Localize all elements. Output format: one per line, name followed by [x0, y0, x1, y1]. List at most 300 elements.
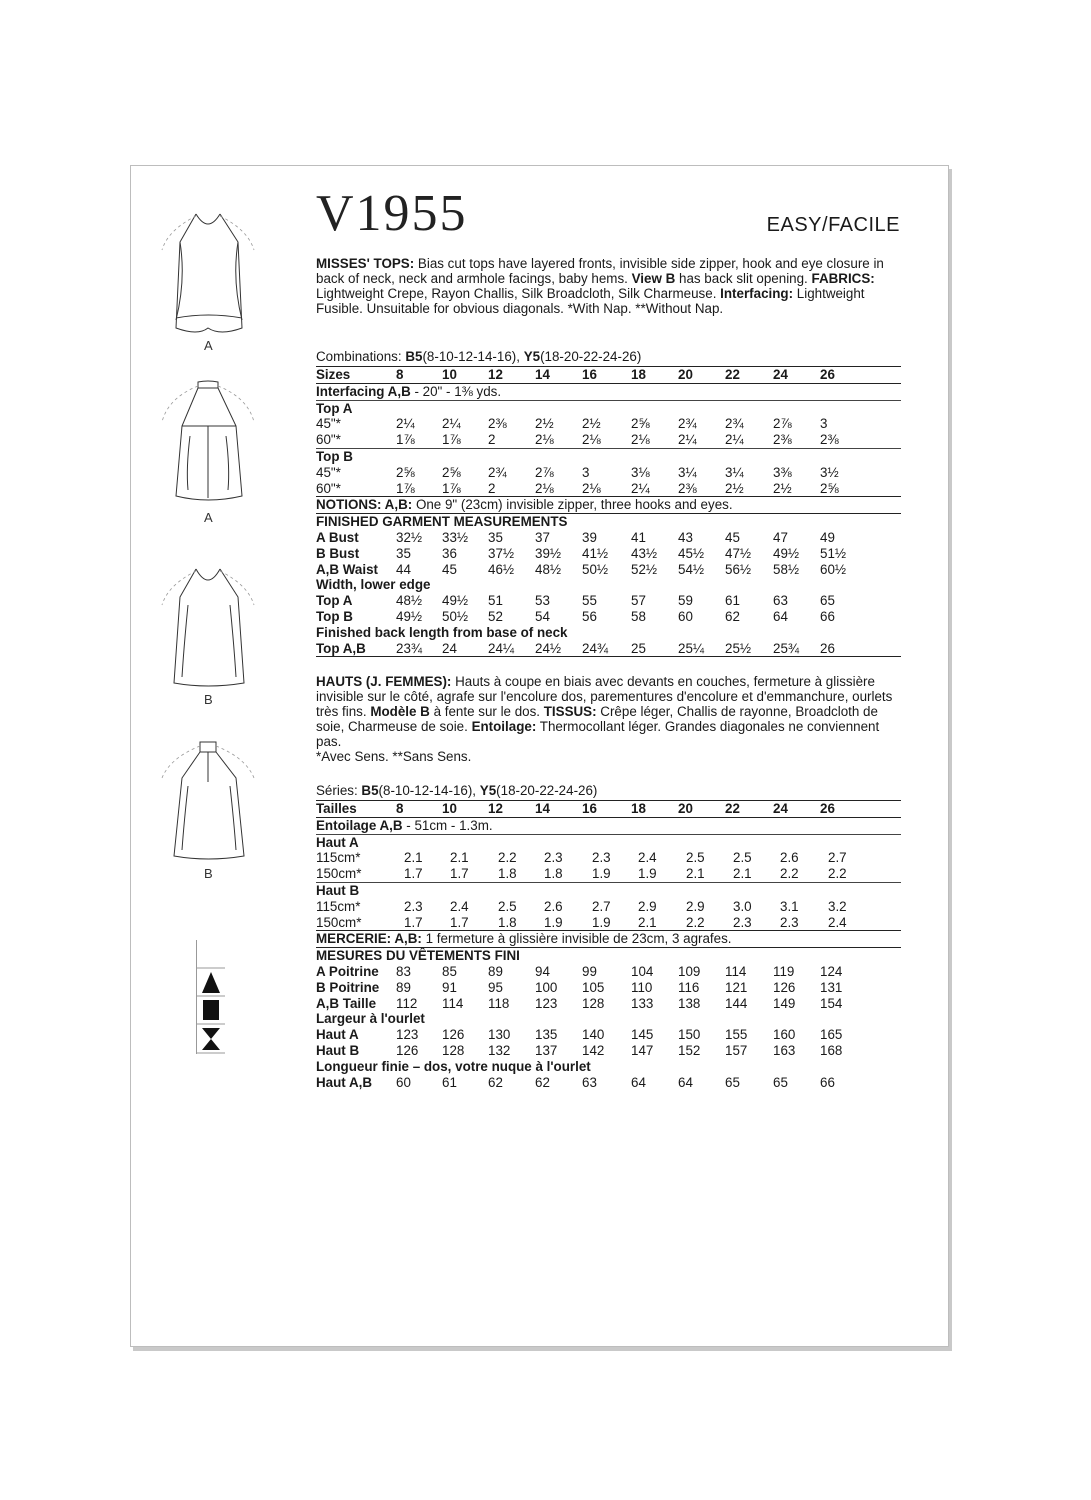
table-cell: 62: [535, 1074, 550, 1090]
table-cell: 60: [396, 1074, 411, 1090]
row-label-value: 1 fermeture à glissière invisible de 23cm, 3 agrafes.: [421, 931, 732, 947]
table-cell: 1⅞: [396, 480, 415, 496]
row-label: Finished back length from base of neck: [316, 624, 568, 640]
table-cell: 114: [442, 995, 464, 1011]
table-cell: 128: [442, 1042, 465, 1058]
table-cell: 62: [488, 1074, 503, 1090]
table-cell: 138: [678, 995, 701, 1011]
table-cell: 152: [678, 1042, 701, 1058]
measurement-row: [316, 546, 901, 562]
table-cell: 55: [582, 593, 597, 609]
table-cell: 1.9: [638, 866, 657, 882]
table-cell: 2.1: [638, 914, 657, 930]
table-cell: 56½: [725, 561, 752, 577]
table-cell: 48½: [535, 561, 562, 577]
row-label: Haut A,B: [316, 1074, 373, 1090]
sizes-header-row: [316, 800, 901, 817]
measurement-row: [316, 980, 901, 996]
row-label-value: - 51cm - 1.3m.: [402, 817, 493, 833]
table-cell: 131: [820, 979, 843, 995]
difficulty-label: EASY/FACILE: [766, 214, 900, 236]
table-cell: 147: [631, 1042, 654, 1058]
table-cell: 91: [442, 979, 457, 995]
table-cell: 3¼: [678, 464, 697, 480]
table-cell: 41½: [582, 545, 609, 561]
view-label: A: [204, 510, 213, 525]
table-cell: 47: [773, 529, 788, 545]
table-cell: 1⅞: [442, 432, 461, 448]
table-cell: 2¾: [488, 464, 507, 480]
table-cell: 10: [442, 801, 457, 816]
table-cell: 61: [442, 1074, 457, 1090]
table-cell: 16: [582, 367, 597, 382]
table-cell: 43: [678, 529, 693, 545]
table-cell: 126: [773, 979, 796, 995]
row-label: Width, lower edge: [316, 577, 431, 593]
table-cell: 1.7: [450, 866, 469, 882]
table-cell: 26: [820, 640, 835, 656]
view-b-front-sketch: [158, 565, 258, 690]
row-label: B Poitrine: [316, 979, 380, 995]
table-cell: 1.9: [544, 914, 563, 930]
table-cell: 132: [488, 1042, 511, 1058]
top-a-heading: [316, 834, 901, 851]
table-cell: 2⅜: [488, 416, 507, 432]
table-cell: 155: [725, 1027, 748, 1043]
table-cell: 128: [582, 995, 605, 1011]
row-label: 115cm*: [316, 850, 361, 866]
table-cell: 20: [678, 367, 693, 382]
measurement-row: [316, 996, 901, 1012]
table-cell: 3½: [820, 464, 839, 480]
table-cell: 16: [582, 801, 597, 816]
table-cell: 33½: [442, 529, 469, 545]
row-label: A,B Taille: [316, 995, 377, 1011]
row-label: A,B Waist: [316, 561, 378, 577]
table-cell: 2¼: [631, 480, 650, 496]
table-cell: 12: [488, 367, 503, 382]
table-cell: 150: [678, 1027, 701, 1043]
table-cell: 149: [773, 995, 796, 1011]
table-cell: 100: [535, 979, 558, 995]
table-cell: 2⅝: [631, 416, 650, 432]
row-label: 60"*: [316, 432, 341, 448]
row-label: A Bust: [316, 529, 359, 545]
table-cell: 2: [488, 432, 496, 448]
table-cell: 2½: [773, 480, 792, 496]
table-cell: 2¼: [442, 416, 461, 432]
table-cell: 1.9: [592, 914, 611, 930]
table-cell: 8: [396, 367, 404, 382]
row-label: Top A: [316, 593, 353, 609]
table-cell: 66: [820, 1074, 835, 1090]
table-cell: 110: [631, 979, 653, 995]
table-cell: 64: [631, 1074, 646, 1090]
top-b-heading: [316, 448, 901, 465]
table-cell: 14: [535, 367, 550, 382]
table-cell: 12: [488, 801, 503, 816]
table-cell: 2.1: [404, 850, 423, 866]
table-cell: 65: [773, 1074, 788, 1090]
table-cell: 3.1: [780, 898, 799, 914]
sizes-header-row: [316, 366, 901, 383]
description-en: MISSES' TOPS: Bias cut tops have layered fronts, invisible side zipper, hook and eye closure in back of neck, neck and armhole facings, baby hems. View B has back slit opening. FABRICS: Lightweight Crepe, Rayon Challis, Silk Broadcloth, Silk Charmeuse. Interfacing: Lightweight Fusible. Unsuitable for obvious diagonals. *With Nap. **Without Nap.: [316, 256, 884, 316]
table-cell: 25: [631, 640, 646, 656]
table-cell: 54: [535, 608, 550, 624]
table-cell: 66: [820, 608, 835, 624]
row-label: NOTIONS: A,B: One 9" (23cm) invisible zipper, three hooks and eyes.: [316, 497, 733, 513]
table-cell: 85: [442, 963, 457, 979]
table-cell: 44: [396, 561, 411, 577]
table-cell: 2.7: [828, 850, 847, 866]
table-cell: 64: [773, 608, 788, 624]
table-cell: 63: [582, 1074, 597, 1090]
row-label: 60"*: [316, 480, 341, 496]
table-cell: 26: [820, 801, 835, 816]
hourglass-icon: [202, 1028, 220, 1050]
table-cell: 2½: [535, 416, 554, 432]
table-cell: 160: [773, 1027, 796, 1043]
table-cell: 65: [725, 1074, 740, 1090]
row-label: Haut A: [316, 834, 359, 850]
table-cell: 116: [678, 979, 700, 995]
yardage-row: [316, 416, 901, 432]
table-cell: 64: [678, 1074, 693, 1090]
table-cell: 124: [820, 963, 843, 979]
table-cell: 1.7: [404, 914, 423, 930]
table-cell: 99: [582, 963, 597, 979]
table-cell: 119: [773, 963, 795, 979]
row-label: Haut B: [316, 882, 360, 898]
measurement-row: [316, 562, 901, 578]
table-cell: 49½: [773, 545, 800, 561]
table-cell: 20: [678, 801, 693, 816]
table-cell: 2.3: [404, 898, 423, 914]
table-cell: 3: [820, 416, 828, 432]
table-cell: 45: [442, 561, 457, 577]
table-cell: 2.1: [733, 866, 752, 882]
table-cell: 1.7: [450, 914, 469, 930]
table-cell: 24: [773, 801, 788, 816]
table-cell: 2¼: [725, 432, 744, 448]
table-cell: 52½: [631, 561, 658, 577]
width-heading: [316, 1011, 901, 1027]
row-label-value: - 20" - 1⅜ yds.: [410, 383, 502, 399]
table-cell: 53: [535, 593, 550, 609]
view-a-front-sketch: [158, 210, 258, 340]
row-label: Tailles: [316, 801, 357, 816]
table-cell: 61: [725, 593, 740, 609]
table-cell: 2: [488, 480, 496, 496]
table-cell: 1.7: [404, 866, 423, 882]
table-cell: 62: [725, 608, 740, 624]
notions-row: [316, 930, 901, 947]
table-cell: 1⅞: [442, 480, 461, 496]
table-cell: 14: [535, 801, 550, 816]
table-cell: 26: [820, 367, 835, 382]
yardage-row: [316, 481, 901, 497]
table-cell: 3¼: [725, 464, 744, 480]
table-cell: 2.3: [780, 914, 799, 930]
table-cell: 2⅞: [535, 464, 554, 480]
table-cell: 2.5: [498, 898, 517, 914]
table-cell: 104: [631, 963, 654, 979]
table-cell: 2.9: [686, 898, 705, 914]
table-cell: 60: [678, 608, 693, 624]
interfacing-row: [316, 817, 901, 834]
table-cell: 118: [488, 995, 510, 1011]
table-cell: 1⅞: [396, 432, 415, 448]
table-cell: 144: [725, 995, 748, 1011]
table-cell: 50½: [442, 608, 469, 624]
table-cell: 8: [396, 801, 404, 816]
table-cell: 24½: [535, 640, 562, 656]
table-cell: 1.8: [498, 914, 517, 930]
table-cell: 2⅛: [582, 432, 601, 448]
table-cell: 157: [725, 1042, 748, 1058]
top-b-heading: [316, 882, 901, 899]
description-fr: HAUTS (J. FEMMES): Hauts à coupe en biais avec devants en couches, fermeture à glissière invisible sur le côté, agrafe sur l'encolure dos, parementures d'encolure et d'emmanchure, ourlets très fins. Modèle B à fente sur le dos. TISSUS: Crêpe léger, Challis de rayonne, Broadcloth de soie, Charmeuse de soie. Entoilage: Thermocollant léger. Grandes diagonales ne conviennent pas. *Avec Sens. **Sans Sens.: [316, 674, 893, 764]
table-cell: 135: [535, 1027, 558, 1043]
table-cell: 126: [396, 1042, 419, 1058]
table-cell: 36: [442, 545, 457, 561]
table-cell: 24¾: [582, 640, 609, 656]
table-cell: 2⅞: [773, 416, 792, 432]
table-cell: 2⅜: [820, 432, 839, 448]
table-cell: 41: [631, 529, 646, 545]
triangle-icon: [202, 972, 220, 993]
table-cell: 50½: [582, 561, 609, 577]
table-cell: 2.2: [828, 866, 847, 882]
table-cell: 22: [725, 367, 740, 382]
measurement-row: [316, 593, 901, 609]
table-cell: 168: [820, 1042, 843, 1058]
table-cell: 23¾: [396, 640, 423, 656]
table-cell: 37½: [488, 545, 515, 561]
row-label: Entoilage A,B - 51cm - 1.3m.: [316, 817, 493, 833]
table-cell: 39: [582, 529, 597, 545]
table-cell: 105: [582, 979, 605, 995]
table-cell: 32½: [396, 529, 423, 545]
row-label: Longueur finie – dos, votre nuque à l'ourlet: [316, 1058, 591, 1074]
table-cell: 48½: [396, 593, 423, 609]
table-cell: 18: [631, 367, 646, 382]
row-label: Interfacing A,B - 20" - 1⅜ yds.: [316, 383, 502, 399]
table-cell: 2⅛: [582, 480, 601, 496]
view-label: B: [204, 692, 213, 707]
table-cell: 114: [725, 963, 747, 979]
table-cell: 49: [820, 529, 835, 545]
row-label: FINISHED GARMENT MEASUREMENTS: [316, 514, 568, 530]
table-cell: 2¼: [678, 432, 697, 448]
table-cell: 2.9: [638, 898, 657, 914]
table-cell: 2¼: [396, 416, 415, 432]
table-cell: 140: [582, 1027, 605, 1043]
table-cell: 43½: [631, 545, 658, 561]
row-label: Top A,B: [316, 640, 366, 656]
table-cell: 2.6: [780, 850, 799, 866]
table-cell: 2.2: [780, 866, 799, 882]
table-cell: 37: [535, 529, 550, 545]
yardage-table-fr: [316, 800, 901, 1090]
table-cell: 65: [820, 593, 835, 609]
square-icon: [203, 1000, 219, 1020]
table-cell: 35: [396, 545, 411, 561]
table-cell: 3⅛: [631, 464, 650, 480]
table-cell: 2.1: [686, 866, 705, 882]
row-label: Top A: [316, 400, 353, 416]
symbol-legend: [196, 940, 225, 1054]
table-cell: 2½: [725, 480, 744, 496]
yardage-row: [316, 866, 901, 882]
table-cell: 1.8: [498, 866, 517, 882]
table-cell: 109: [678, 963, 701, 979]
table-cell: 2.4: [828, 914, 847, 930]
table-cell: 3.0: [733, 898, 752, 914]
table-cell: 2.3: [592, 850, 611, 866]
table-cell: 1.8: [544, 866, 563, 882]
row-label: Sizes: [316, 367, 351, 382]
view-b-back-sketch: [158, 738, 258, 863]
table-cell: 3.2: [828, 898, 847, 914]
table-cell: 63: [773, 593, 788, 609]
measurement-row: [316, 1075, 901, 1091]
row-label: Top B: [316, 608, 353, 624]
row-label: MERCERIE: A,B: 1 fermeture à glissière invisible de 23cm, 3 agrafes.: [316, 931, 732, 947]
table-cell: 2.6: [544, 898, 563, 914]
finished-measurements-heading: [316, 947, 901, 964]
row-label: Haut B: [316, 1042, 360, 1058]
table-cell: 145: [631, 1027, 654, 1043]
view-a-back-sketch: [158, 378, 258, 508]
table-cell: 2⅛: [535, 432, 554, 448]
table-cell: 112: [396, 995, 418, 1011]
table-cell: 2⅝: [820, 480, 839, 496]
table-cell: 123: [535, 995, 558, 1011]
table-cell: 2¾: [678, 416, 697, 432]
table-cell: 25¾: [773, 640, 800, 656]
table-cell: 2.1: [450, 850, 469, 866]
table-cell: 56: [582, 608, 597, 624]
table-cell: 18: [631, 801, 646, 816]
row-label: 150cm*: [316, 914, 362, 930]
table-cell: 22: [725, 801, 740, 816]
view-label: A: [204, 338, 213, 353]
table-cell: 2⅜: [773, 432, 792, 448]
table-cell: 142: [582, 1042, 605, 1058]
notions-row: [316, 496, 901, 513]
table-cell: 89: [488, 963, 503, 979]
finished-measurements-heading: [316, 513, 901, 530]
table-cell: 2⅜: [678, 480, 697, 496]
row-label: 45"*: [316, 464, 341, 480]
table-cell: 3⅜: [773, 464, 792, 480]
table-cell: 121: [725, 979, 748, 995]
table-cell: 126: [442, 1027, 465, 1043]
combinations-en: Combinations: B5(8-10-12-14-16), Y5(18-20-22-24-26): [316, 349, 642, 364]
pattern-number: V1955: [316, 185, 468, 242]
row-label: Haut A: [316, 1027, 359, 1043]
table-cell: 24¼: [488, 640, 515, 656]
table-cell: 2½: [582, 416, 601, 432]
table-cell: 95: [488, 979, 503, 995]
table-cell: 52: [488, 608, 503, 624]
table-cell: 2.4: [638, 850, 657, 866]
row-label: 45"*: [316, 416, 341, 432]
table-cell: 58½: [773, 561, 800, 577]
table-cell: 35: [488, 529, 503, 545]
measurement-row: [316, 609, 901, 625]
yardage-row: [316, 899, 901, 915]
table-cell: 2.2: [686, 914, 705, 930]
table-cell: 45½: [678, 545, 705, 561]
table-cell: 2⅝: [396, 464, 415, 480]
table-cell: 3: [582, 464, 590, 480]
table-cell: 123: [396, 1027, 419, 1043]
table-cell: 59: [678, 593, 693, 609]
table-cell: 25¼: [678, 640, 705, 656]
view-label: B: [204, 866, 213, 881]
table-cell: 47½: [725, 545, 752, 561]
table-cell: 49½: [396, 608, 423, 624]
length-heading: [316, 1059, 901, 1075]
combinations-fr: Séries: B5(8-10-12-14-16), Y5(18-20-22-24-26): [316, 783, 598, 798]
table-cell: 133: [631, 995, 654, 1011]
table-cell: 60½: [820, 561, 847, 577]
table-cell: 163: [773, 1042, 796, 1058]
yardage-row: [316, 915, 901, 931]
row-label: 115cm*: [316, 898, 361, 914]
row-label: Top B: [316, 448, 353, 464]
table-cell: 54½: [678, 561, 705, 577]
table-cell: 45: [725, 529, 740, 545]
table-cell: 165: [820, 1027, 843, 1043]
table-cell: 2¾: [725, 416, 744, 432]
yardage-table-en: [316, 366, 901, 657]
row-label: A Poitrine: [316, 963, 379, 979]
yardage-row: [316, 465, 901, 481]
table-cell: 1.9: [592, 866, 611, 882]
table-cell: 89: [396, 979, 411, 995]
table-cell: 25½: [725, 640, 752, 656]
table-cell: 24: [773, 367, 788, 382]
row-label: Largeur à l'ourlet: [316, 1011, 425, 1027]
top-a-heading: [316, 400, 901, 417]
table-cell: 2.7: [592, 898, 611, 914]
width-heading: [316, 577, 901, 593]
table-cell: 130: [488, 1027, 511, 1043]
measurement-row: [316, 1027, 901, 1043]
table-cell: 2.2: [498, 850, 517, 866]
table-cell: 2.3: [733, 914, 752, 930]
table-cell: 83: [396, 963, 411, 979]
table-cell: 24: [442, 640, 457, 656]
row-label: MESURES DU VÊTEMENTS FINI: [316, 948, 520, 964]
table-cell: 10: [442, 367, 457, 382]
table-cell: 154: [820, 995, 843, 1011]
table-cell: 2⅛: [631, 432, 650, 448]
yardage-row: [316, 850, 901, 866]
length-heading: [316, 625, 901, 641]
table-cell: 2⅝: [442, 464, 461, 480]
table-cell: 46½: [488, 561, 515, 577]
table-cell: 94: [535, 963, 550, 979]
interfacing-row: [316, 383, 901, 400]
row-label: B Bust: [316, 545, 360, 561]
table-cell: 49½: [442, 593, 469, 609]
yardage-row: [316, 432, 901, 448]
row-label-value: One 9" (23cm) invisible zipper, three hooks and eyes.: [412, 497, 733, 513]
